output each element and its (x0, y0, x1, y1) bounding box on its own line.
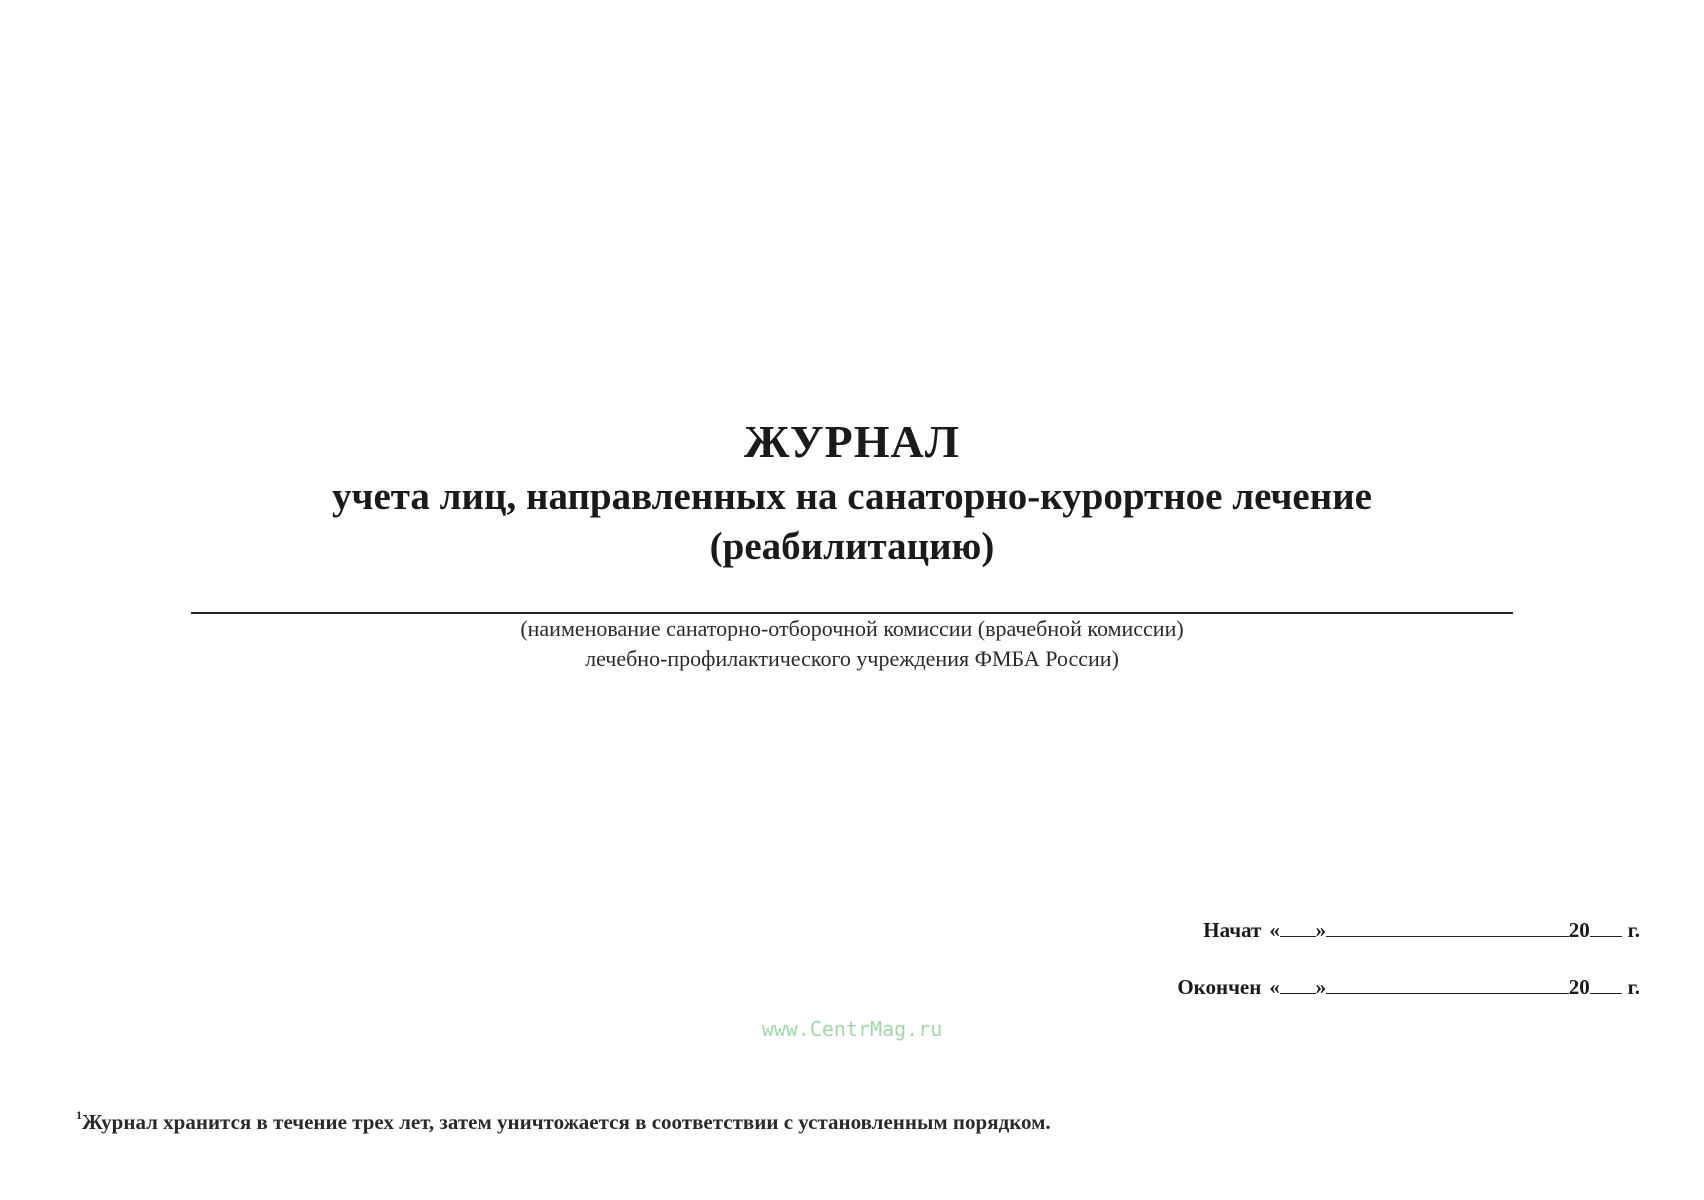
start-date-row (1150, 918, 1640, 975)
start-date-label: Начат (1203, 918, 1262, 942)
document-subtitle-line-1: учета лиц, направленных на санаторно-курортное лечение (331, 475, 1372, 518)
start-close-quote: » (1315, 918, 1327, 942)
dates-block (1150, 918, 1640, 1032)
end-day-blank (1280, 975, 1316, 994)
start-year-prefix: 20 (1568, 918, 1590, 942)
footnote (76, 1108, 1051, 1135)
watermark: www.CentrMag.ru (761, 1017, 943, 1041)
end-year-blank (1590, 975, 1622, 994)
document-subtitle-line-2: (реабилитацию) (709, 525, 995, 568)
organization-caption-line-1: (наименование санаторно-отборочной комиссии (врачебной комиссии) (520, 616, 1184, 641)
end-open-quote: « (1269, 975, 1280, 999)
end-close-quote: » (1315, 975, 1327, 999)
start-open-quote: « (1269, 918, 1280, 942)
start-day-blank (1280, 918, 1316, 937)
end-month-blank (1326, 975, 1569, 994)
footnote-marker: 1 (76, 1108, 82, 1122)
start-year-blank (1590, 918, 1622, 937)
document-title: ЖУРНАЛ (744, 416, 960, 467)
end-date-label: Окончен (1177, 975, 1262, 999)
organization-caption-line-2: лечебно-профилактического учреждения ФМБА России) (585, 646, 1119, 671)
footnote-text: Журнал хранится в течение трех лет, затем уничтожается в соответствии с установленным порядком. (82, 1110, 1051, 1134)
title-block (0, 412, 1704, 572)
start-year-suffix: г. (1627, 918, 1640, 942)
start-month-blank (1326, 918, 1569, 937)
end-year-prefix: 20 (1568, 975, 1590, 999)
end-year-suffix: г. (1627, 975, 1640, 999)
organization-caption (0, 614, 1704, 674)
